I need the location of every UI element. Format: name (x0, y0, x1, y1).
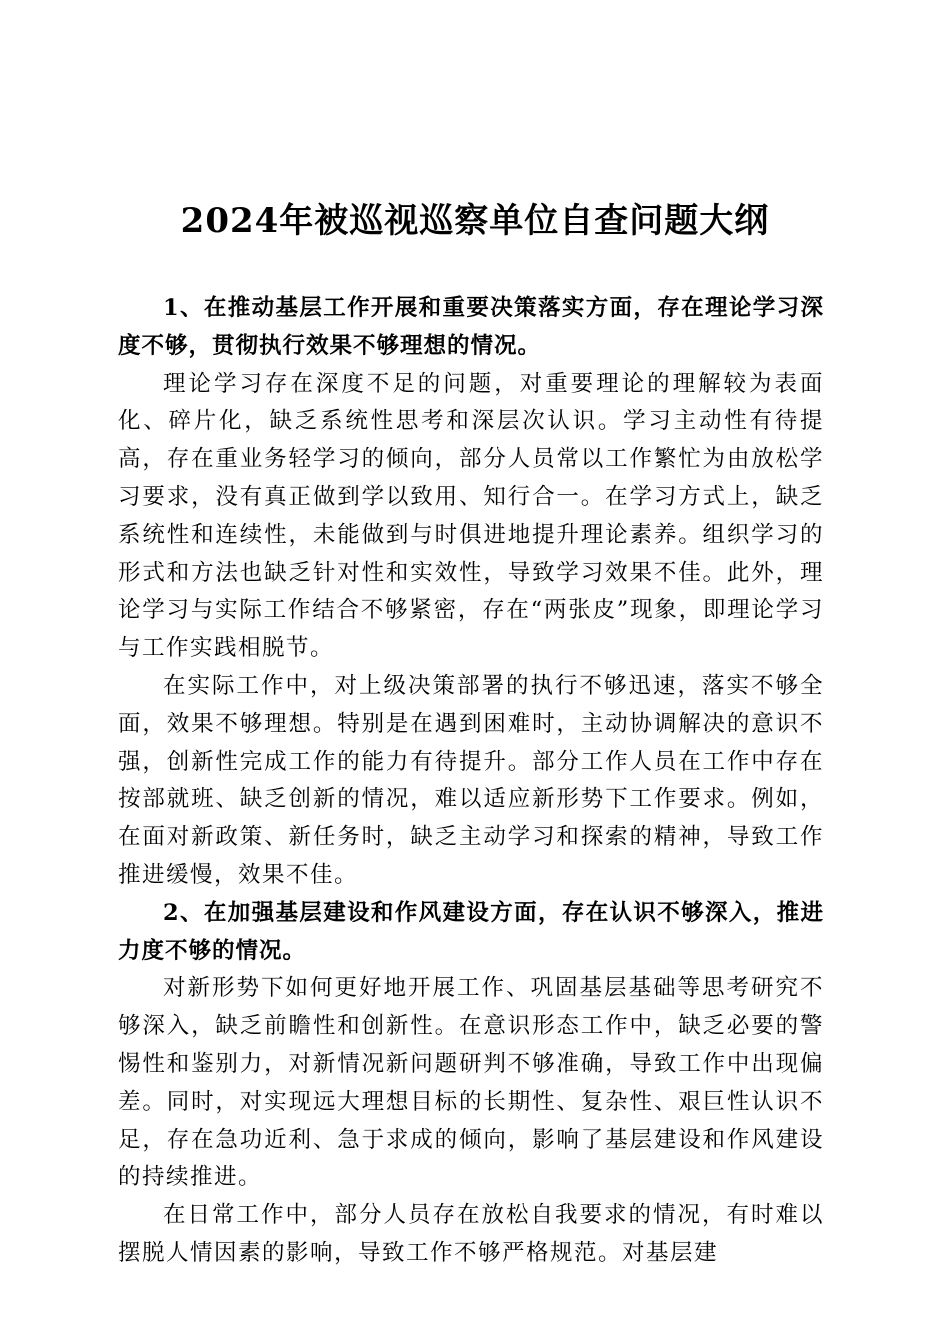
document-title: 2024年被巡视巡察单位自查问题大纲 (180, 201, 770, 241)
section-2-paragraph-1: 对新形势下如何更好地开展工作、巩固基层基础等思考研究不够深入，缺乏前瞻性和创新性。在意识形态工作中，缺乏必要的警惕性和鉴别力，对新情况新问题研判不够准确，导致工作中出现偏差。同时，对实现远大理想目标的长期性、复杂性、艰巨性认识不足，存在急功近利、急于求成的倾向，影响了基层建设和作风建设的持续推进。 (118, 975, 824, 1191)
section-1-paragraph-2: 在实际工作中，对上级决策部署的执行不够迅速，落实不够全面，效果不够理想。特别是在遇到困难时，主动协调解决的意识不强，创新性完成工作的能力有待提升。部分工作人员在工作中存在按部就班、缺乏创新的情况，难以适应新形势下工作要求。例如，在面对新政策、新任务时，缺乏主动学习和探索的精神，导致工作推进缓慢，效果不佳。 (118, 672, 824, 888)
section-2-heading: 2、在加强基层建设和作风建设方面，存在认识不够深入，推进力度不够的情况。 (118, 899, 824, 964)
document-body (118, 290, 824, 1273)
section-1-heading: 1、在推动基层工作开展和重要决策落实方面，存在理论学习深度不够，贯彻执行效果不够理想的情况。 (118, 295, 824, 359)
section-1-paragraph-1: 理论学习存在深度不足的问题，对重要理论的理解较为表面化、碎片化，缺乏系统性思考和深层次认识。学习主动性有待提高，存在重业务轻学习的倾向，部分人员常以工作繁忙为由放松学习要求，没有真正做到学以致用、知行合一。在学习方式上，缺乏系统性和连续性，未能做到与时俱进地提升理论素养。组织学习的形式和方法也缺乏针对性和实效性，导致学习效果不佳。此外，理论学习与实际工作结合不够紧密，存在“两张皮”现象，即理论学习与工作实践相脱节。 (118, 370, 824, 662)
section-2-paragraph-2: 在日常工作中，部分人员存在放松自我要求的情况，有时难以摆脱人情因素的影响，导致工作不够严格规范。对基层建 (118, 1202, 824, 1266)
